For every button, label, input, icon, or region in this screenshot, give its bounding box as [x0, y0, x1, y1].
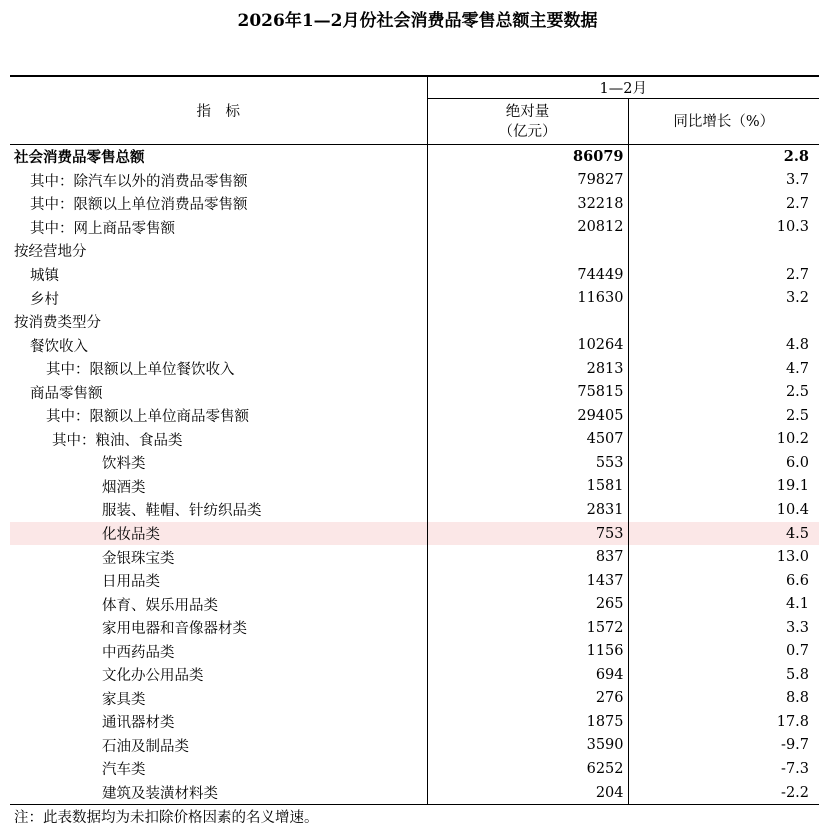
row-absolute-value: 1437 [427, 569, 628, 593]
row-growth-value: 2.8 [628, 145, 819, 169]
header-absolute-line1: 绝对量 [505, 103, 550, 120]
row-growth-value: -9.7 [628, 734, 819, 758]
row-label: 乡村 [30, 291, 59, 308]
row-growth-value: 0.7 [628, 639, 819, 663]
row-growth-value: 17.8 [628, 710, 819, 734]
table-row [10, 239, 819, 263]
row-growth-value [628, 310, 819, 334]
page-title: 2026年1—2月份社会消费品零售总额主要数据 [237, 11, 598, 31]
row-growth-value: 2.7 [628, 263, 819, 287]
row-absolute-value: 1572 [427, 616, 628, 640]
row-label: 城镇 [30, 268, 59, 284]
row-absolute-value: 276 [427, 687, 628, 711]
row-label: 家用电器和音像器材类 [102, 621, 247, 638]
header-absolute [427, 99, 628, 145]
header-period: 1—2月 [427, 76, 819, 99]
table-row [10, 145, 819, 169]
row-absolute-value: 2831 [427, 498, 628, 522]
row-label: 其中：限额以上单位消费品零售额 [30, 197, 248, 214]
table-row [10, 428, 819, 452]
row-absolute-value: 75815 [427, 380, 628, 404]
row-growth-value: 19.1 [628, 475, 819, 499]
row-label: 金银珠宝类 [102, 550, 175, 567]
row-label: 通讯器材类 [102, 715, 175, 732]
row-label: 按经营地分 [14, 244, 87, 261]
table-row [10, 380, 819, 404]
row-absolute-value: 204 [427, 781, 628, 805]
table-row [10, 757, 819, 781]
table-row [10, 475, 819, 499]
row-label: 按消费类型分 [14, 315, 101, 332]
row-label: 其中：限额以上单位商品零售额 [46, 409, 249, 426]
row-growth-value: 13.0 [628, 545, 819, 569]
table-row [10, 286, 819, 310]
table-row [10, 216, 819, 240]
row-growth-value: 3.2 [628, 286, 819, 310]
row-growth-value: -7.3 [628, 757, 819, 781]
row-label: 烟酒类 [102, 479, 146, 496]
row-absolute-value: 753 [427, 522, 628, 546]
row-absolute-value: 10264 [427, 333, 628, 357]
row-label: 饮料类 [102, 456, 146, 473]
row-absolute-value: 1875 [427, 710, 628, 734]
row-label: 餐饮收入 [30, 338, 88, 355]
table-row [10, 451, 819, 475]
row-label: 文化办公用品类 [102, 668, 204, 685]
row-label: 体育、娱乐用品类 [102, 597, 218, 614]
row-absolute-value: 3590 [427, 734, 628, 758]
row-growth-value: 4.5 [628, 522, 819, 546]
row-label: 汽车类 [102, 762, 146, 779]
row-absolute-value: 74449 [427, 263, 628, 287]
table-row [10, 169, 819, 193]
table-row [10, 639, 819, 663]
row-label: 中西药品类 [102, 644, 175, 661]
row-growth-value: 4.7 [628, 357, 819, 381]
row-growth-value: 2.5 [628, 404, 819, 428]
header-absolute-line2: （亿元） [498, 123, 557, 140]
row-label: 社会消费品零售总额 [14, 149, 145, 167]
row-growth-value: 4.8 [628, 333, 819, 357]
header-indicator: 指 标 [10, 76, 427, 145]
row-absolute-value: 86079 [427, 145, 628, 169]
row-growth-value: 6.6 [628, 569, 819, 593]
row-growth-value: 6.0 [628, 451, 819, 475]
row-absolute-value: 553 [427, 451, 628, 475]
row-absolute-value: 1156 [427, 639, 628, 663]
table-row [10, 663, 819, 687]
row-absolute-value: 694 [427, 663, 628, 687]
table-body [10, 145, 819, 805]
table-row [10, 734, 819, 758]
row-absolute-value: 2813 [427, 357, 628, 381]
header-row-top [10, 76, 819, 99]
row-growth-value: 10.3 [628, 216, 819, 240]
row-absolute-value: 837 [427, 545, 628, 569]
row-absolute-value: 265 [427, 592, 628, 616]
header-growth: 同比增长（%） [628, 99, 819, 145]
table-row [10, 616, 819, 640]
row-growth-value: -2.2 [628, 781, 819, 805]
footnote: 注：此表数据均为未扣除价格因素的名义增速。 [14, 810, 319, 826]
table-row [10, 522, 819, 546]
row-absolute-value [427, 310, 628, 334]
row-label: 石油及制品类 [102, 738, 189, 755]
row-absolute-value: 32218 [427, 192, 628, 216]
row-absolute-value: 4507 [427, 428, 628, 452]
row-label: 其中：限额以上单位餐饮收入 [46, 362, 235, 379]
row-growth-value: 3.7 [628, 169, 819, 193]
table-row [10, 592, 819, 616]
row-growth-value: 2.7 [628, 192, 819, 216]
row-absolute-value: 79827 [427, 169, 628, 193]
row-label: 商品零售额 [30, 385, 103, 402]
row-label: 其中：粮油、食品类 [52, 432, 183, 449]
table-row [10, 710, 819, 734]
table-row [10, 781, 819, 805]
row-label: 家具类 [102, 691, 146, 708]
retail-sales-table [10, 75, 819, 805]
row-growth-value: 10.2 [628, 428, 819, 452]
table-row [10, 192, 819, 216]
row-growth-value: 3.3 [628, 616, 819, 640]
row-label: 建筑及装潢材料类 [10, 781, 427, 805]
row-label: 化妆品类 [10, 522, 427, 546]
table-row [10, 404, 819, 428]
row-label: 日用品类 [102, 574, 160, 591]
table-row [10, 357, 819, 381]
table-row [10, 569, 819, 593]
row-absolute-value [427, 239, 628, 263]
row-growth-value: 8.8 [628, 687, 819, 711]
row-absolute-value: 11630 [427, 286, 628, 310]
row-absolute-value: 20812 [427, 216, 628, 240]
row-growth-value: 2.5 [628, 380, 819, 404]
row-absolute-value: 29405 [427, 404, 628, 428]
table-row [10, 333, 819, 357]
row-absolute-value: 1581 [427, 475, 628, 499]
row-label: 其中：除汽车以外的消费品零售额 [30, 173, 248, 190]
table-row [10, 545, 819, 569]
row-label: 其中：网上商品零售额 [30, 220, 175, 237]
table-row [10, 687, 819, 711]
table-row [10, 498, 819, 522]
row-growth-value: 5.8 [628, 663, 819, 687]
row-absolute-value: 6252 [427, 757, 628, 781]
table-row [10, 263, 819, 287]
row-growth-value: 4.1 [628, 592, 819, 616]
row-label: 服装、鞋帽、针纺织品类 [102, 503, 262, 520]
row-growth-value: 10.4 [628, 498, 819, 522]
table-row [10, 310, 819, 334]
row-growth-value [628, 239, 819, 263]
